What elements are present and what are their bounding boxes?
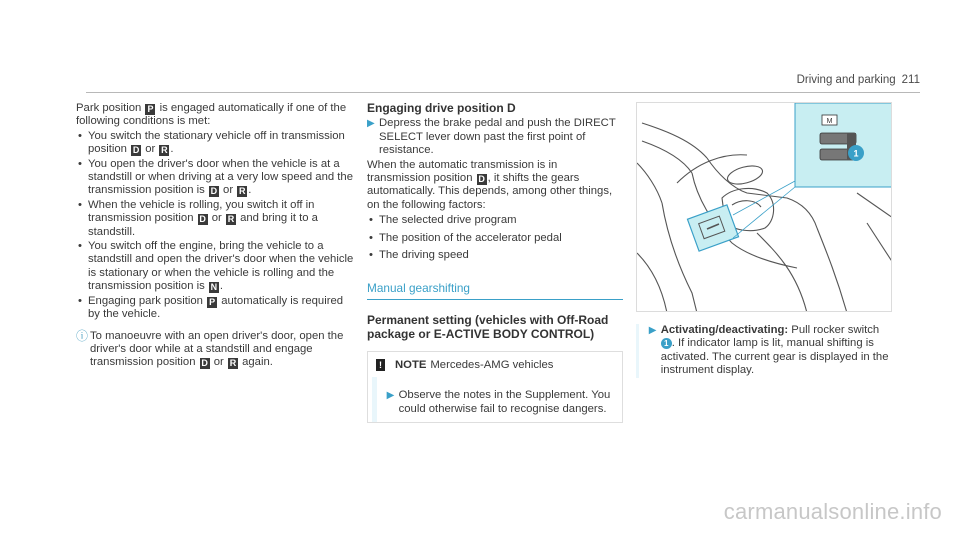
step-item: ▶ Depress the brake pedal and push the DIRECT SELECT lever down past the first point of resistance. <box>367 117 616 157</box>
list-item: • You switch off the engine, bring the vehicle to a standstill and open the driver's door when the vehicle is stationary or when the vehicle is rolling and the transmission position is N . <box>76 240 356 294</box>
column-1 <box>76 102 356 370</box>
watermark: carmanualsonline.info <box>723 499 942 524</box>
list-item: • Engaging park position P automatically is required by the vehicle. <box>76 295 356 322</box>
column-2 <box>367 102 623 423</box>
note-box: ! NOTE Mercedes-AMG vehicles ▶ Observe the notes in the Supplement. You could otherwise fail to recognise dangers. <box>367 351 623 423</box>
page-number: 211 <box>901 74 920 86</box>
callout-panel <box>795 103 892 187</box>
list-item: • The driving speed <box>367 249 623 262</box>
list-item: • When the vehicle is rolling, you switch it off in transmission position D or R and bring it to a standstill. <box>76 199 356 239</box>
section-title: Driving and parking <box>796 74 896 86</box>
park-symbol: P <box>147 104 154 114</box>
note-header: ! NOTE Mercedes-AMG vehicles <box>368 352 622 377</box>
list-item: • The selected drive program <box>367 214 623 227</box>
intro-paragraph: Park position P is engaged automatically if one of the following conditions is met: <box>76 102 347 128</box>
section-heading: Manual gearshifting <box>367 282 623 299</box>
page-header <box>797 74 920 86</box>
arrow-icon: ▶ <box>367 118 375 130</box>
list-item: • You switch the stationary vehicle off in transmission position D or R . <box>76 130 356 157</box>
info-note: ⓘ To manoeuvre with an open driver's door, open the driver's door while at a standstill and engage transmission position D or R again. <box>76 328 344 369</box>
paragraph: When the automatic transmission is in transmission position D , it shifts the gears automatically. This depends, among other things, on the following factors: <box>367 158 613 211</box>
heading-drive-position: Engaging drive position D <box>367 101 516 115</box>
callout-number: 1 <box>853 148 859 159</box>
list-item: • The position of the accelerator pedal <box>367 232 623 245</box>
callout-number-inline: 1 <box>661 338 672 349</box>
list-item: • You open the driver's door when the vehicle is at a standstill or when driving at a very low speed and the transmission position is D or R . <box>76 158 356 198</box>
column-3 <box>636 102 892 378</box>
console-illustration <box>637 103 892 312</box>
warning-icon: ! <box>376 359 385 371</box>
header-rule <box>86 92 920 93</box>
switch-label: M <box>826 118 833 125</box>
arrow-icon: ▶ <box>648 325 657 336</box>
rocker-switch-highlight <box>687 205 738 251</box>
arrow-icon: ▶ <box>386 390 395 402</box>
figure-description: ▶ Activating/deactivating: Pull rocker switch 1 . If indicator lamp is lit, manual shifting is activated. The current gear is displayed in the instrument display. <box>636 324 892 378</box>
info-icon: ⓘ <box>76 328 89 343</box>
sub-heading: Permanent setting (vehicles with Off-Road package or E-ACTIVE BODY CONTROL) <box>367 312 609 341</box>
figure-console <box>636 102 892 312</box>
